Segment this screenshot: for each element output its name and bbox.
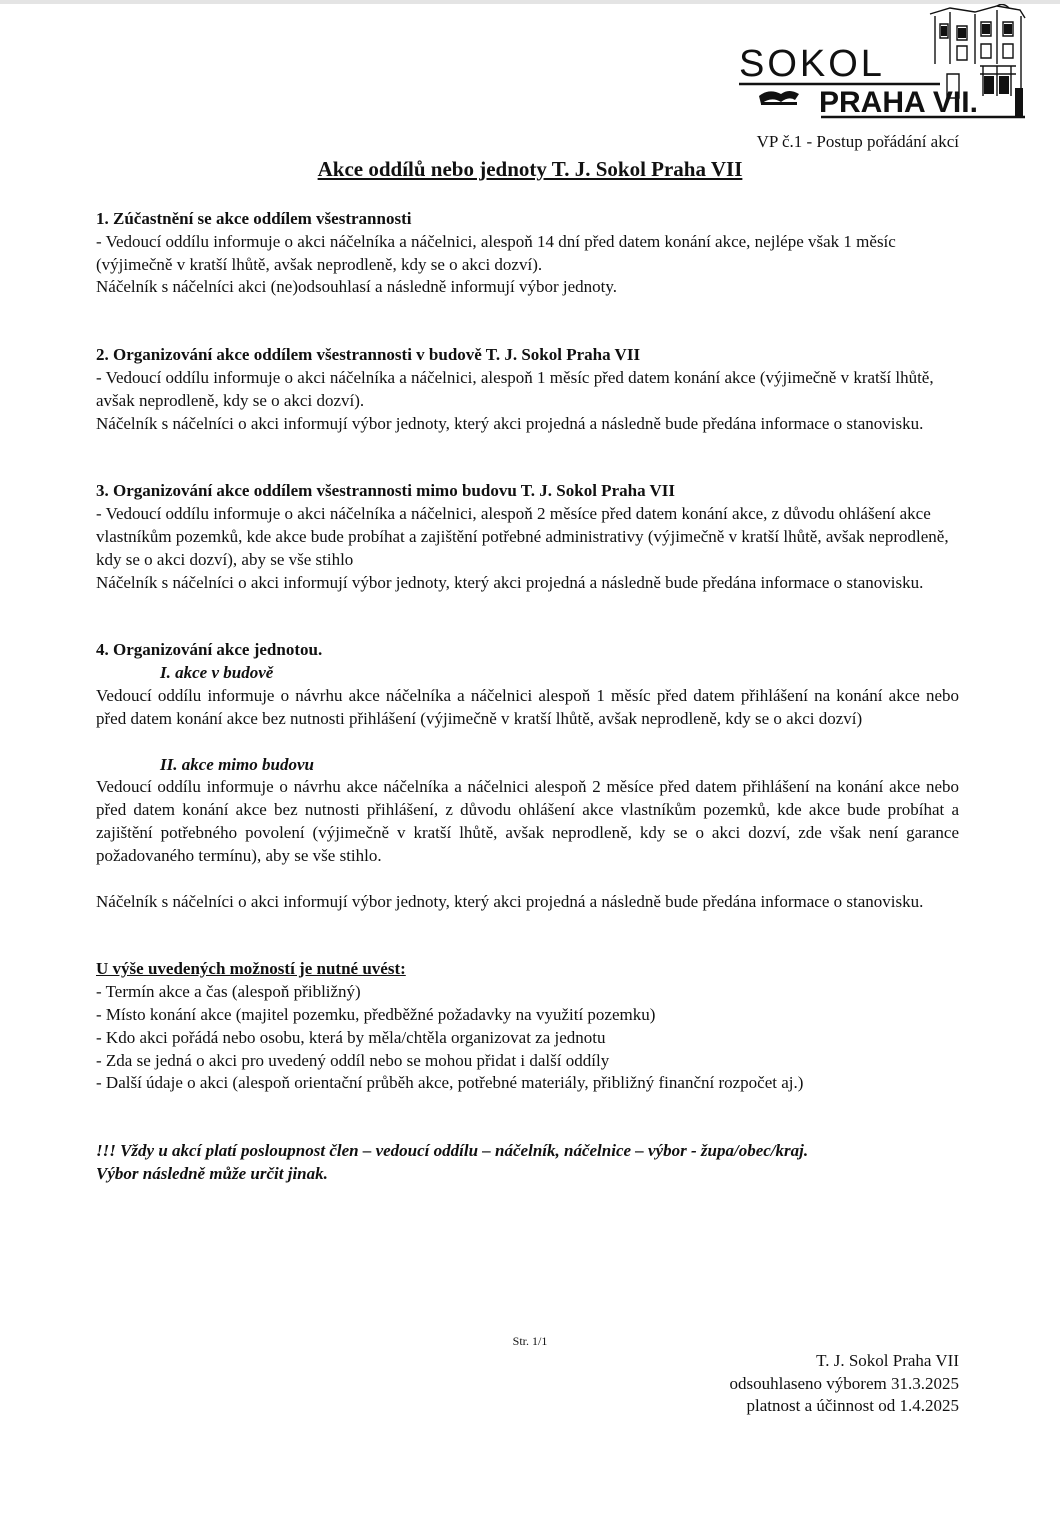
section-heading: 2. Organizování akce oddílem všestrannosti v budově T. J. Sokol Praha VII (96, 345, 641, 365)
note-text: Výbor následně může určit jinak. (96, 1163, 328, 1183)
list-item: - Další údaje o akci (alespoň orientační průběh akce, potřebné materiály, přibližný finanční rozpočet aj.) (96, 1073, 804, 1093)
section-2 (96, 344, 959, 435)
note-section (96, 1140, 959, 1186)
section-text: - Vedoucí oddílu informuje o akci náčelníka a náčelnici, alespoň 2 měsíce před datem konání akce, z důvodu ohlášení akce vlastníkům pozemků, kde akce bude probíhat a zajištění potřebné administrativy (výjimečně v kratší lhůtě, avšak neprodleně, kdy se o akci dozví), aby se vše stihlo (96, 504, 949, 569)
footer-approved: odsouhlaseno výborem 31.3.2025 (729, 1373, 959, 1393)
requirements-heading: U výše uvedených možností je nutné uvést: (96, 959, 406, 979)
logo-text-praha: PRAHA VII. (819, 86, 978, 119)
list-item: - Místo konání akce (majitel pozemku, předběžné požadavky na využití pozemku) (96, 1004, 656, 1024)
section-heading: 3. Organizování akce oddílem všestrannosti mimo budovu T. J. Sokol Praha VII (96, 481, 676, 501)
section-heading: 4. Organizování akce jednotou. (96, 640, 323, 660)
section-4 (96, 639, 959, 913)
page-number: Str. 1/1 (512, 1334, 548, 1348)
section-1 (96, 208, 959, 299)
requirements-list (96, 981, 959, 1095)
list-item: - Termín akce a čas (alespoň přibližný) (96, 982, 361, 1002)
section-3 (96, 480, 959, 594)
list-item: - Zda se jedná o akci pro uvedený oddíl nebo se mohou přidat i další oddíly (96, 1050, 610, 1070)
footer-validity: platnost a účinnost od 1.4.2025 (746, 1396, 959, 1415)
section-text: Náčelník s náčelníci o akci informují výbor jednoty, který akci projedná a následně bude předána informace o stanovisku. (96, 891, 924, 911)
document-title: Akce oddílů nebo jednoty T. J. Sokol Praha VII (317, 157, 743, 181)
logo-text-sokol: SOKOL (739, 43, 885, 85)
section-text: Náčelník s náčelníci o akci informují výbor jednoty, který akci projedná a následně bude předána informace o stanovisku. (96, 572, 924, 592)
subsection-text: Vedoucí oddílu informuje o návrhu akce náčelníka a náčelnici alespoň 1 měsíc před datem přihlášení na konání akce nebo před datem konání akce bez nutnosti přihlášení (výjimečně v kratší lhůtě, avšak neprodleně, kdy se o akci dozví) (96, 685, 959, 728)
requirements-section (96, 958, 959, 1095)
section-text: - Vedoucí oddílu informuje o akci náčelníka a náčelnici, alespoň 1 měsíc před datem konání akce (výjimečně v kratší lhůtě, avšak neprodleně, kdy se o akci dozví). (96, 367, 934, 410)
falcon-emblem-icon (759, 91, 799, 105)
document-reference: VP č.1 - Postup pořádání akcí (756, 132, 959, 151)
sokol-logo (735, 4, 1035, 122)
section-text: Náčelník s náčelníci o akci informují výbor jednoty, který akci projedná a následně bude předána informace o stanovisku. (96, 413, 924, 433)
document-body (96, 208, 959, 1186)
section-text: - Vedoucí oddílu informuje o akci náčelníka a náčelnici, alespoň 14 dní před datem konání akce, nejlépe však 1 měsíc (výjimečně v kratší lhůtě, avšak neprodleně, kdy se o akci dozví). (96, 231, 896, 274)
footer-org: T. J. Sokol Praha VII (816, 1351, 959, 1370)
subsection-heading: I. akce v budově (160, 663, 274, 683)
section-heading: 1. Zúčastnění se akce oddílem všestrannosti (96, 209, 412, 228)
section-text: Náčelník s náčelníci akci (ne)odsouhlasí a následně informují výbor jednoty. (96, 277, 618, 297)
list-item: - Kdo akci pořádá nebo osobu, která by měla/chtěla organizovat za jednotu (96, 1027, 606, 1047)
footer (730, 1350, 959, 1418)
subsection-heading: II. akce mimo budovu (160, 754, 314, 774)
note-text: !!! Vždy u akcí platí posloupnost člen – vedoucí oddílu – náčelník, náčelnice – výbor - župa/obec/kraj. (96, 1141, 809, 1161)
subsection-text: Vedoucí oddílu informuje o návrhu akce náčelníka a náčelnici alespoň 2 měsíce před datem přihlášení na konání akce nebo před datem konání akce bez nutnosti přihlášení, z důvodu ohlášení akce vlastníkům pozemků, kde akce bude probíhat a zajištění potřebného povolení (výjimečně v kratší lhůtě, avšak neprodleně, kdy se o akci dozví, zde však není garance požadovaného termínu), aby se vše stihlo. (96, 777, 959, 865)
